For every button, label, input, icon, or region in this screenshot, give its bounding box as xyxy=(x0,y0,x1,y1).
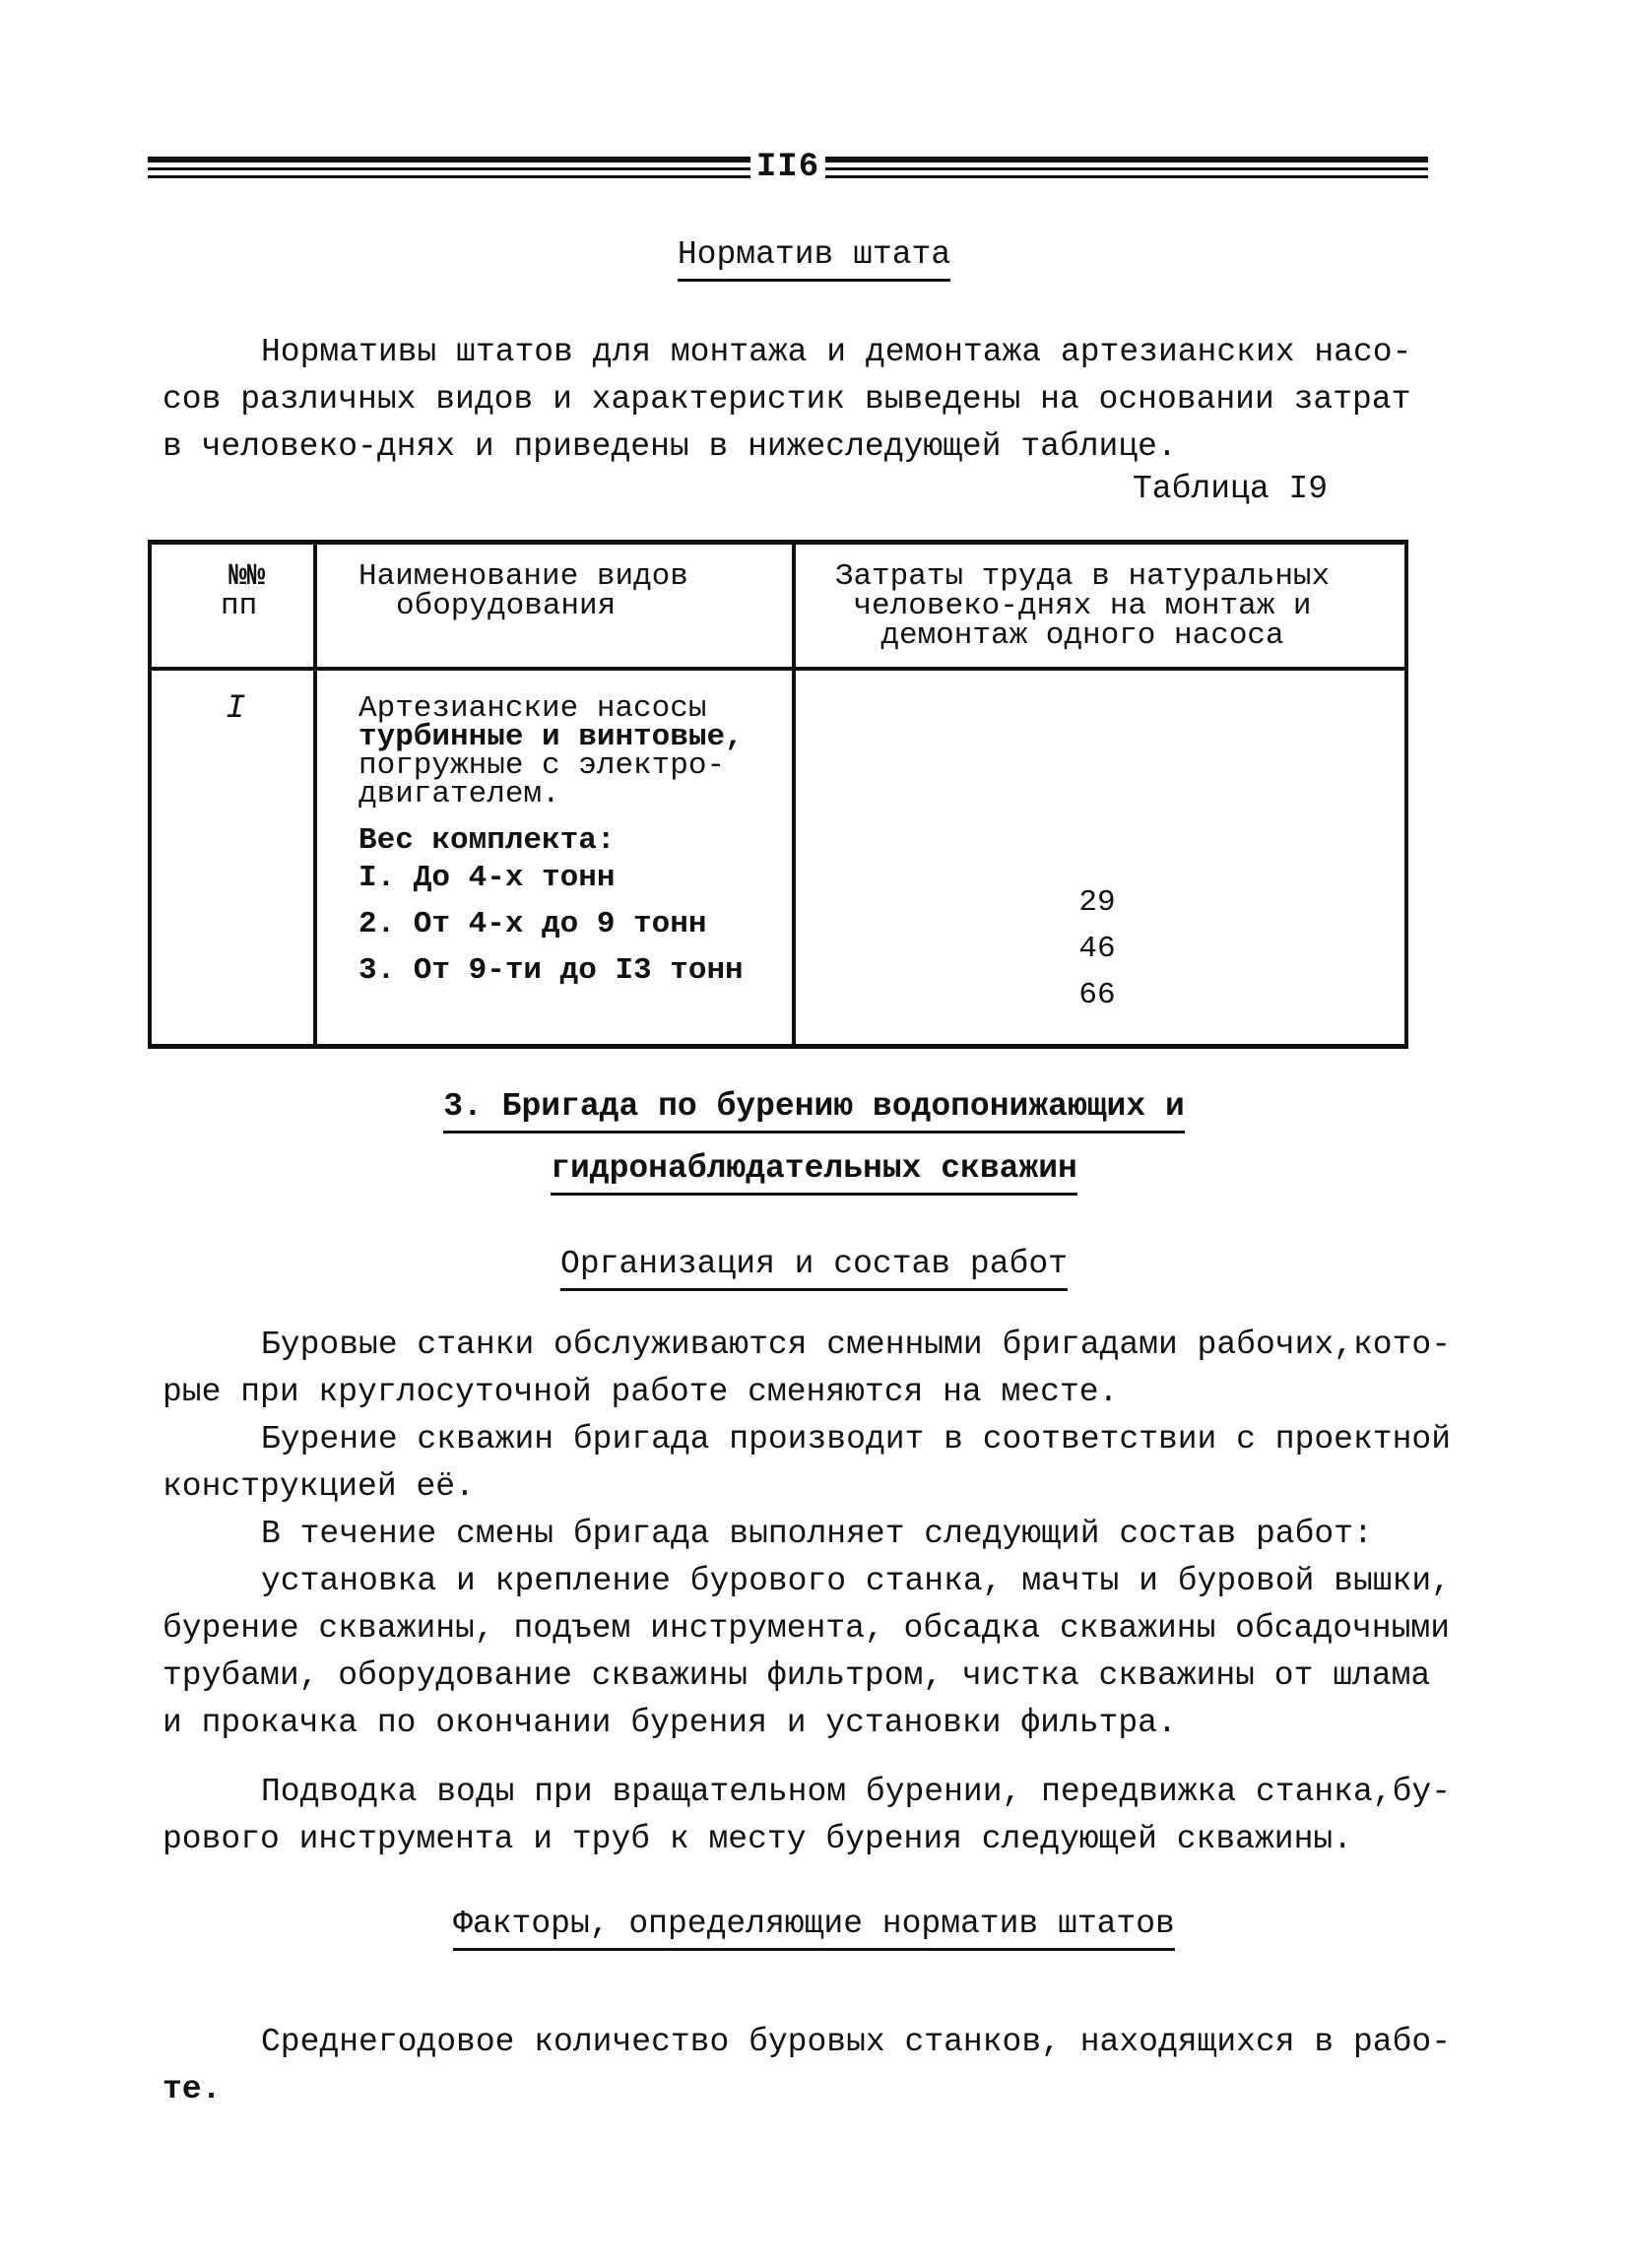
org-p3-line-1: В течение смены бригада выполняет следующий состав работ: xyxy=(261,1516,1373,1552)
table-col-divider-1 xyxy=(313,545,317,1044)
table-item-value: 46 xyxy=(1078,932,1116,966)
org-p4-line-2: бурение скважины, подъем инструмента, обсадка скважины обсадочными xyxy=(163,1610,1451,1647)
org-p1-line-1: Буровые станки обслуживаются сменными бригадами рабочих,кото- xyxy=(261,1327,1451,1363)
factors-line-2: те. xyxy=(163,2071,222,2107)
intro-line-2: сов различных видов и характеристик выведены на основании затрат xyxy=(163,381,1411,418)
factors-paragraph xyxy=(163,2019,1453,2113)
factors-line-1: Среднегодовое количество буровых станков, находящихся в рабо- xyxy=(261,2024,1451,2060)
intro-line-3: в человеко-днях и приведены в нижеследующей таблице. xyxy=(163,428,1177,465)
org-p2-line-1: Бурение скважин бригада производит в соответствии с проектной xyxy=(261,1421,1451,1458)
org-p5-line-2: рового инструмента и труб к месту бурения следующей скважины. xyxy=(163,1821,1352,1857)
heading-factors: Факторы, определяющие норматив штатов xyxy=(0,1906,1628,1951)
org-p4-line-3: трубами, оборудование скважины фильтром, чистка скважины от шлама xyxy=(163,1657,1431,1694)
table-header-name: Наименование видов оборудования xyxy=(358,559,688,623)
org-p1-line-2: рые при круглосуточной работе сменяются на месте. xyxy=(163,1374,1119,1410)
table-values xyxy=(920,879,1274,1018)
weight-label: Вес комплекта: xyxy=(358,823,616,858)
org-p5-line-1: Подводка воды при вращательном бурении, передвижка станка,бу- xyxy=(261,1774,1451,1810)
table-item-label: 3. От 9-ти до I3 тонн xyxy=(358,953,744,988)
heading-staff-norm: Норматив штата xyxy=(0,236,1628,282)
intro-paragraph xyxy=(163,329,1453,471)
header-rule-left xyxy=(148,157,750,178)
table-header-number: №№ пп xyxy=(221,559,266,623)
staff-norm-table xyxy=(148,540,1408,1049)
org-p4-line-1: установка и крепление бурового станка, мачты и буровой вышки, xyxy=(261,1563,1451,1599)
page-number: II6 xyxy=(755,149,820,186)
heading-organization: Организация и состав работ xyxy=(0,1246,1628,1291)
header-rule-right xyxy=(825,157,1428,178)
table-caption: Таблица I9 xyxy=(1133,471,1329,507)
table-header-divider xyxy=(152,667,1404,671)
org-p2-line-2: конструкцией её. xyxy=(163,1468,475,1505)
section-title-line-2: гидронаблюдательных скважин xyxy=(0,1150,1628,1196)
table-item-label: 2. От 4-х до 9 тонн xyxy=(358,907,707,941)
table-header-cost: Затраты труда в натуральных человеко-днях на монтаж и демонтаж одного насоса xyxy=(834,559,1331,653)
table-item-value: 66 xyxy=(1078,978,1116,1012)
table-item-value: 29 xyxy=(1078,885,1116,920)
table-row-name: Артезианские насосы турбинные и винтовые, погружные с электро- двигателем. Вес комплекта: I. До 4-х тонн 2. От 4-х до 9 тонн 3. От 9-ти до I3 тонн xyxy=(358,694,772,994)
page-header xyxy=(148,148,1428,187)
organization-text xyxy=(163,1322,1453,1863)
intro-line-1: Нормативы штатов для монтажа и демонтажа артезианских насо- xyxy=(261,334,1412,370)
table-item-label: I. До 4-х тонн xyxy=(358,861,616,895)
section-title-line-1: 3. Бригада по бурению водопонижающих и xyxy=(0,1088,1628,1134)
table-row-number: I xyxy=(226,690,246,728)
org-p4-line-4: и прокачка по окончании бурения и установки фильтра. xyxy=(163,1705,1177,1741)
